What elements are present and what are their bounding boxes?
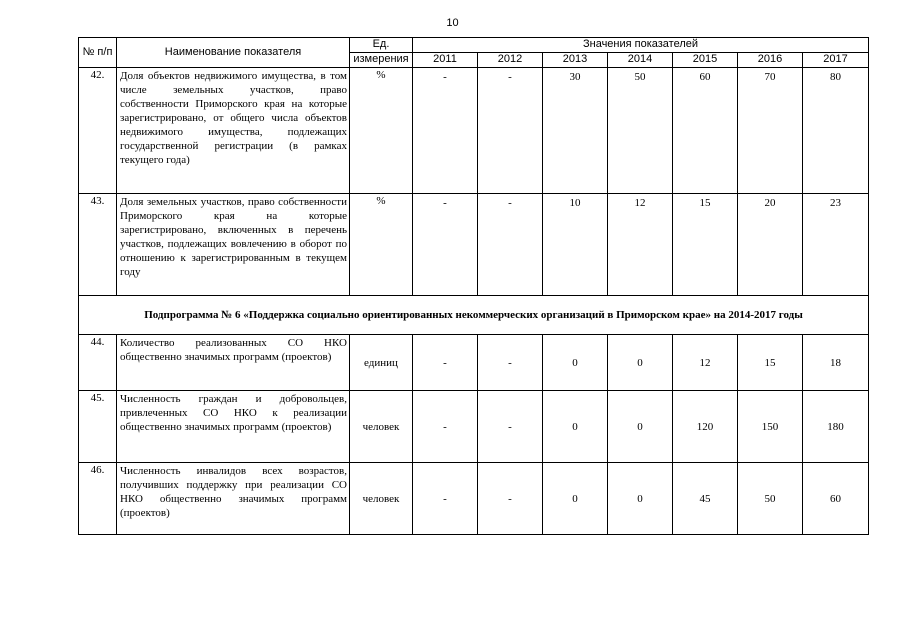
table-row [79, 463, 869, 535]
value-cell: 0 [543, 463, 608, 535]
header-unit-line2: измерения [350, 53, 413, 68]
value-cell: - [478, 463, 543, 535]
value-cell: - [413, 194, 478, 296]
table-row [79, 391, 869, 463]
value-cell: - [413, 335, 478, 391]
row-number: 42. [79, 68, 117, 194]
row-number: 45. [79, 391, 117, 463]
table-row [79, 68, 869, 194]
value-cell: - [413, 68, 478, 194]
value-cell: 12 [673, 335, 738, 391]
row-number: 44. [79, 335, 117, 391]
header-year: 2016 [738, 53, 803, 68]
indicator-name: Доля земельных участков, право собственности Приморского края на которые зарегистрировано, включенных в перечень участков, подлежащих вовлечению в оборот по отношению к зарегистрированным в текущем году [117, 194, 350, 296]
header-num: № п/п [79, 38, 117, 68]
value-cell: 50 [738, 463, 803, 535]
section-title: Подпрограмма № 6 «Поддержка социально ориентированных некоммерческих организаций в Приморском крае» на 2014-2017 годы [79, 296, 869, 335]
value-cell: 0 [608, 463, 673, 535]
value-cell: 50 [608, 68, 673, 194]
header-year: 2014 [608, 53, 673, 68]
value-cell: 120 [673, 391, 738, 463]
value-cell: 180 [803, 391, 869, 463]
unit-cell: % [350, 68, 413, 194]
indicator-name: Доля объектов недвижимого имущества, в том числе земельных участков, право собственности Приморского края на которые зарегистрировано, от общего числа объектов недвижимого имущества, подлежащих государственной регистрации (в рамках текущего года) [117, 68, 350, 194]
value-cell: - [478, 335, 543, 391]
value-cell: 0 [543, 391, 608, 463]
value-cell: - [478, 391, 543, 463]
indicator-name: Количество реализованных СО НКО общественно значимых программ (проектов) [117, 335, 350, 391]
header-year: 2015 [673, 53, 738, 68]
row-number: 43. [79, 194, 117, 296]
value-cell: 60 [803, 463, 869, 535]
value-cell: 10 [543, 194, 608, 296]
value-cell: 12 [608, 194, 673, 296]
value-cell: 23 [803, 194, 869, 296]
page-number: 10 [446, 17, 459, 29]
value-cell: - [413, 391, 478, 463]
table-row [79, 335, 869, 391]
value-cell: 80 [803, 68, 869, 194]
unit-cell: человек [350, 391, 413, 463]
value-cell: 0 [608, 391, 673, 463]
header-values: Значения показателей [413, 38, 869, 53]
header-name: Наименование показателя [117, 38, 350, 68]
value-cell: - [478, 194, 543, 296]
value-cell: 18 [803, 335, 869, 391]
header-year: 2012 [478, 53, 543, 68]
section-row [79, 296, 869, 335]
indicator-name: Численность инвалидов всех возрастов, получивших поддержку при реализации СО НКО общественно значимых программ (проектов) [117, 463, 350, 535]
value-cell: - [413, 463, 478, 535]
value-cell: 150 [738, 391, 803, 463]
header-year: 2011 [413, 53, 478, 68]
header-year: 2017 [803, 53, 869, 68]
table-row [79, 194, 869, 296]
value-cell: 45 [673, 463, 738, 535]
header-unit-line1: Ед. [350, 38, 413, 53]
value-cell: 15 [673, 194, 738, 296]
unit-cell: единиц [350, 335, 413, 391]
value-cell: - [478, 68, 543, 194]
value-cell: 20 [738, 194, 803, 296]
header-year: 2013 [543, 53, 608, 68]
value-cell: 0 [543, 335, 608, 391]
row-number: 46. [79, 463, 117, 535]
unit-cell: % [350, 194, 413, 296]
value-cell: 70 [738, 68, 803, 194]
indicator-name: Численность граждан и добровольцев, привлеченных СО НКО к реализации общественно значимых программ (проектов) [117, 391, 350, 463]
value-cell: 0 [608, 335, 673, 391]
indicators-table [78, 37, 869, 535]
value-cell: 30 [543, 68, 608, 194]
unit-cell: человек [350, 463, 413, 535]
value-cell: 15 [738, 335, 803, 391]
value-cell: 60 [673, 68, 738, 194]
